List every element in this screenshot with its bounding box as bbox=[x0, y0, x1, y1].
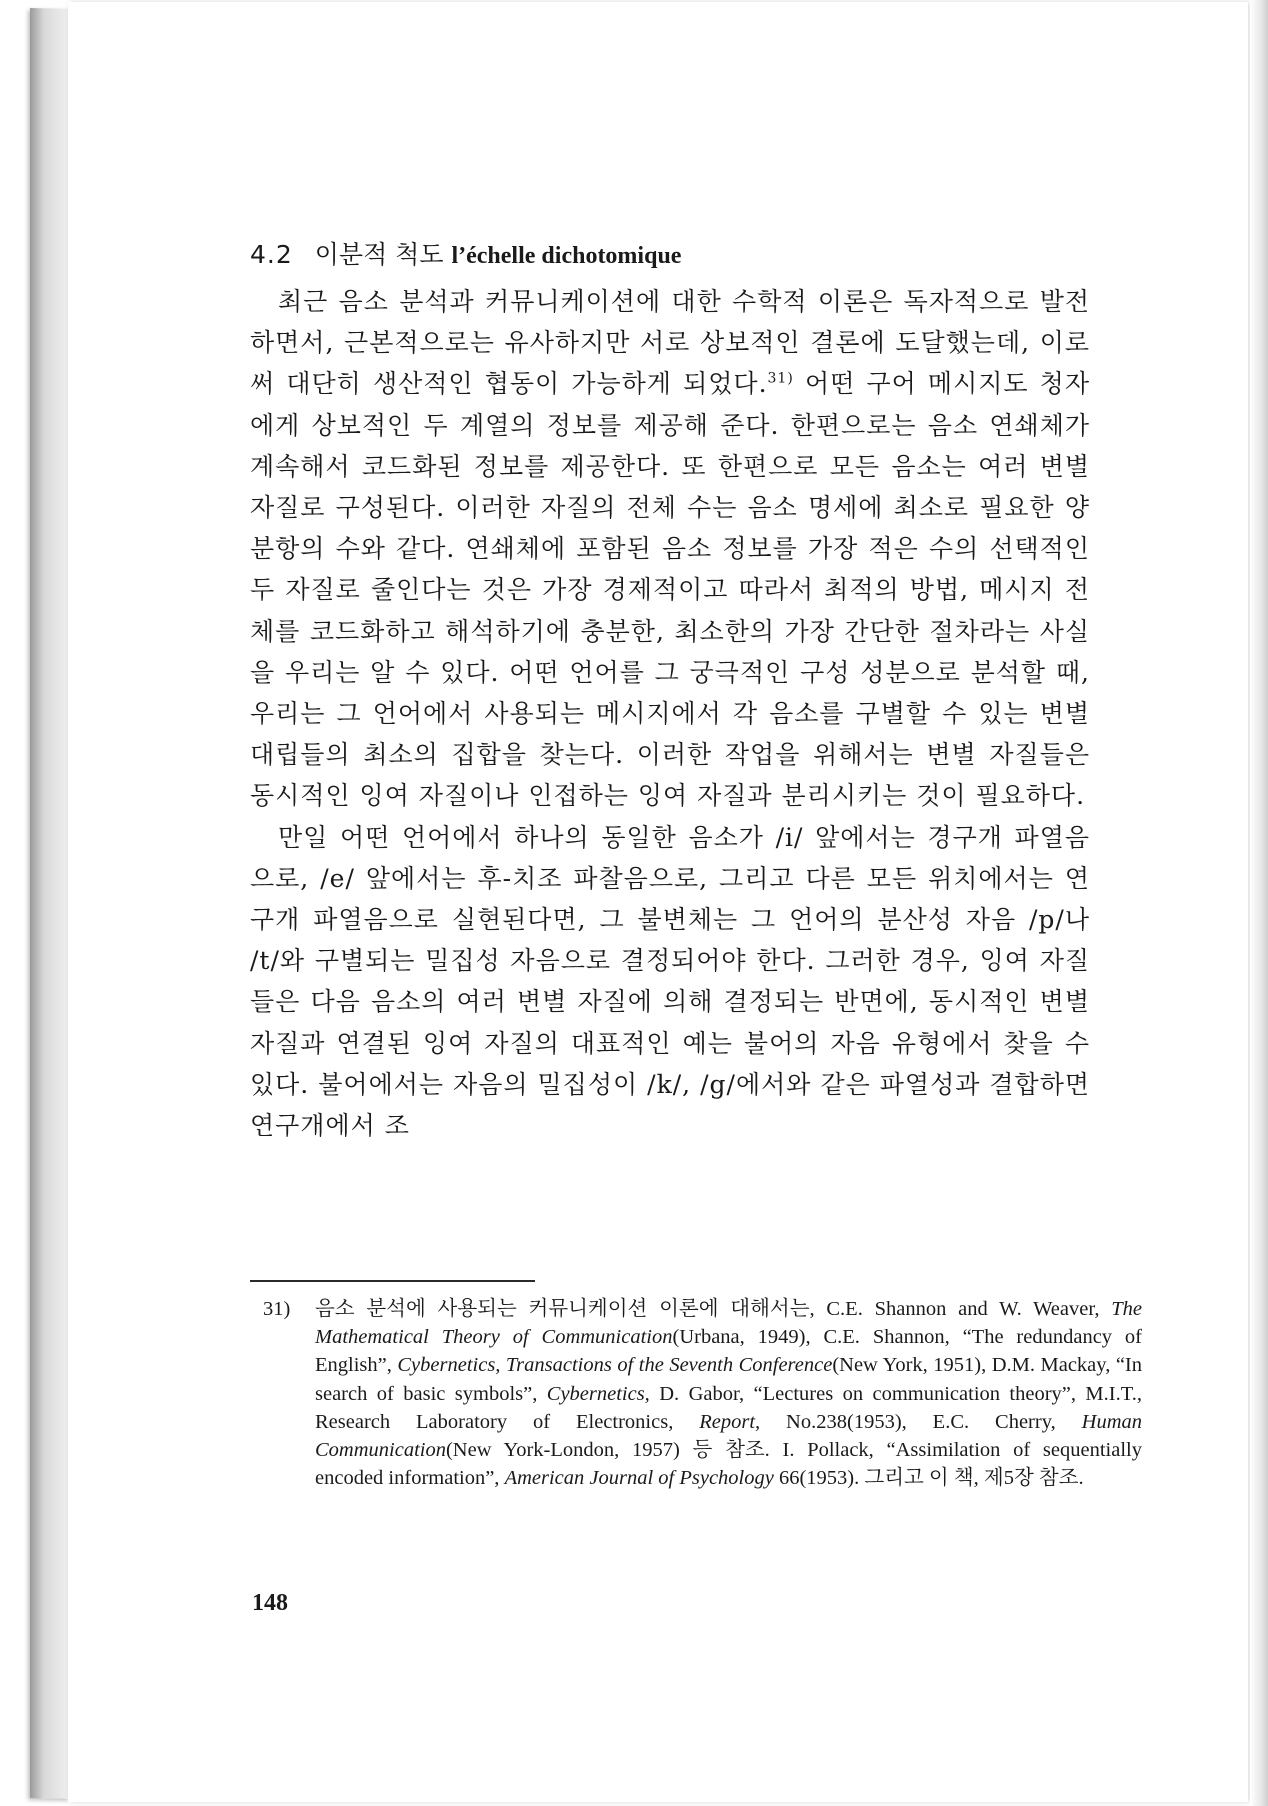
section-title-french: l’échelle dichotomique bbox=[451, 243, 682, 269]
footnote-title: American Journal of Psychology bbox=[504, 1467, 774, 1490]
footnote-text: (New York, 1951), D.M. Mackay, “In search of basic symbols”, bbox=[315, 1354, 1142, 1405]
footnote-text: (Urbana, 1949), C.E. Shannon, “The redundancy of English”, bbox=[315, 1326, 1142, 1377]
paragraph-1 bbox=[250, 281, 1090, 817]
footnote-text: D. Gabor, “Lectures on communication theory”, M.I.T., Research Laboratory of Electronics, bbox=[315, 1382, 1142, 1433]
footnote-text: 66(1953). 그리고 이 책, 제5장 참조. bbox=[773, 1467, 1084, 1490]
footnote-title: Report, bbox=[699, 1410, 761, 1433]
paragraph-1-text-b: 어떤 구어 메시지도 청자에게 상보적인 두 계열의 정보를 제공해 준다. 한편으로는 음소 연쇄체가 계속해서 코드화된 정보를 제공한다. 또 한편으로 모든 음소는 여러 변별 자질로 구성된다. 이러한 자질의 전체 수는 음소 명세에 최소로 필요한 양분항의 수와 같다. 연쇄체에 포함된 음소 정보를 가장 적은 수의 선택적인 두 자질로 줄인다는 것은 가장 경제적이고 따라서 최적의 방법, 메시지 전체를 코드화하고 해석하기에 충분한, 최소한의 가장 간단한 절차라는 사실을 우리는 알 수 있다. 어떤 언어를 그 궁극적인 구성 성분으로 분석할 때, 우리는 그 언어에서 사용되는 메시지에서 각 음소를 구별할 수 있는 변별 대립들의 최소의 집합을 찾는다. 이러한 작업을 위해서는 변별 자질들은 동시적인 잉여 자질이나 인접하는 잉여 자질과 분리시키는 것이 필요하다. bbox=[250, 369, 1090, 811]
footnote-title: Cybernetics, Transactions of the Seventh Conference bbox=[397, 1354, 833, 1377]
footnote-title: Human Communication bbox=[315, 1410, 1143, 1462]
paragraph-2: 만일 어떤 언어에서 하나의 동일한 음소가 /i/ 앞에서는 경구개 파열음으로, /e/ 앞에서는 후-치조 파찰음으로, 그리고 다른 모든 위치에서는 연구개 파열음으로 실현된다면, 그 불변체는 그 언어의 분산성 자음 /p/나 /t/와 구별되는 밀집성 자음으로 결정되어야 한다. 그러한 경우, 잉여 자질들은 다음 음소의 여러 변별 자질에 의해 결정되는 반면에, 동시적인 변별 자질과 연결된 잉여 자질의 대표적인 예는 불어의 자음 유형에서 찾을 수 있다. 불어에서는 자음의 밀집성이 /k/, /g/에서와 같은 파열성과 결합하면 연구개에서 조 bbox=[250, 822, 1090, 1141]
section-number: 4.2 bbox=[250, 240, 293, 269]
footnote-text: 음소 분석에 사용되는 커뮤니케이션 이론에 대해서는, C.E. Shannon and W. Weaver, bbox=[315, 1298, 1112, 1320]
footnote bbox=[263, 1295, 1142, 1492]
body-text bbox=[250, 238, 1090, 1146]
paragraph-1-text-a: 최근 음소 분석과 커뮤니케이션에 대한 수학적 이론은 독자적으로 발전하면서, 근본적으로는 유사하지만 서로 상보적인 결론에 도달했는데, 이로써 대단히 생산적인 협동이 가능하게 되었다. bbox=[250, 287, 1090, 399]
page-number: 148 bbox=[252, 1590, 288, 1616]
footnote-text: No.238(1953), E.C. Cherry, bbox=[760, 1410, 1082, 1433]
section-title-korean: 이분적 척도 bbox=[314, 240, 444, 269]
footnote-number: 31) bbox=[263, 1298, 291, 1320]
footnote-reference: 31) bbox=[767, 371, 794, 388]
book-spine bbox=[30, 8, 70, 1799]
footnote-title: Cybernetics, bbox=[546, 1382, 650, 1405]
footnote-divider bbox=[250, 1280, 535, 1282]
section-heading bbox=[250, 238, 1090, 273]
footnote-title: The Mathematical Theory of Communication bbox=[315, 1298, 1142, 1349]
footnote-text: (New York-London, 1957) 등 참조. I. Pollack, “Assimilation of sequentially encoded information”, bbox=[315, 1439, 1142, 1490]
page-edge bbox=[1250, 0, 1268, 1806]
